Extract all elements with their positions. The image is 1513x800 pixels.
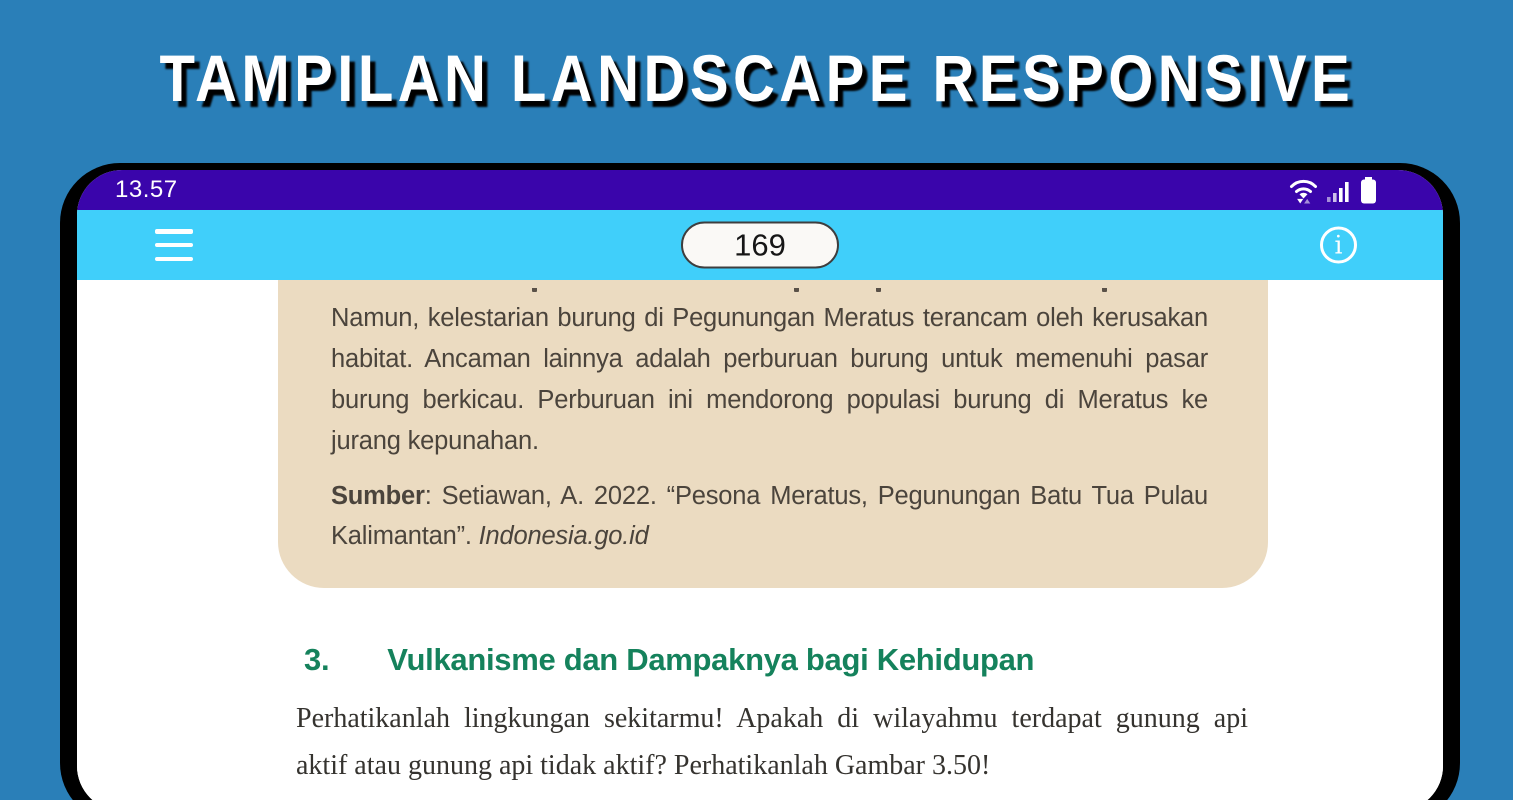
source-citation: : Setiawan, A. 2022. “Pesona Meratus, Pegunungan Batu Tua Pulau Kalimantan”. bbox=[331, 482, 1208, 550]
status-bar bbox=[77, 170, 1443, 210]
page-number-field[interactable] bbox=[681, 222, 839, 269]
section-heading bbox=[304, 642, 1034, 678]
page-content[interactable] bbox=[77, 280, 1443, 800]
banner bbox=[0, 40, 1513, 116]
battery-icon bbox=[1360, 177, 1377, 204]
status-time: 13.57 bbox=[115, 176, 178, 203]
source-label: Sumber bbox=[331, 482, 425, 510]
section-number: 3. bbox=[304, 642, 330, 677]
page-title: TAMPILAN LANDSCAPE RESPONSIVE bbox=[159, 41, 1354, 115]
page-number: 169 bbox=[734, 227, 786, 262]
source-website: Indonesia.go.id bbox=[478, 522, 649, 550]
signal-strength-icon bbox=[1327, 178, 1352, 203]
info-glyph: i bbox=[1334, 230, 1343, 260]
source-card bbox=[278, 280, 1268, 588]
section-title: Vulkanisme dan Dampaknya bagi Kehidupan bbox=[387, 642, 1035, 677]
card-paragraph: Namun, kelestarian burung di Pegunungan Meratus terancam oleh kerusakan habitat. Ancaman lainnya adalah perburuan burung untuk memenuhi pasar burung berkicau. Perburuan ini mendorong populasi burung di Meratus ke jurang kepunahan. bbox=[331, 304, 1208, 455]
section-paragraph: Perhatikanlah lingkungan sekitarmu! Apakah di wilayahmu terdapat gunung api aktif atau gunung api tidak aktif? Perhatikanlah Gambar 3.50! bbox=[296, 703, 1248, 781]
status-icons bbox=[1288, 177, 1377, 204]
app-bar bbox=[77, 210, 1443, 280]
phone-frame bbox=[60, 163, 1460, 800]
phone-screen bbox=[77, 170, 1443, 800]
hamburger-menu-icon[interactable] bbox=[155, 229, 193, 261]
card-source-line bbox=[331, 476, 1208, 556]
clipped-text-line bbox=[331, 288, 1208, 297]
info-icon[interactable] bbox=[1320, 227, 1357, 264]
wifi-icon bbox=[1288, 177, 1319, 204]
